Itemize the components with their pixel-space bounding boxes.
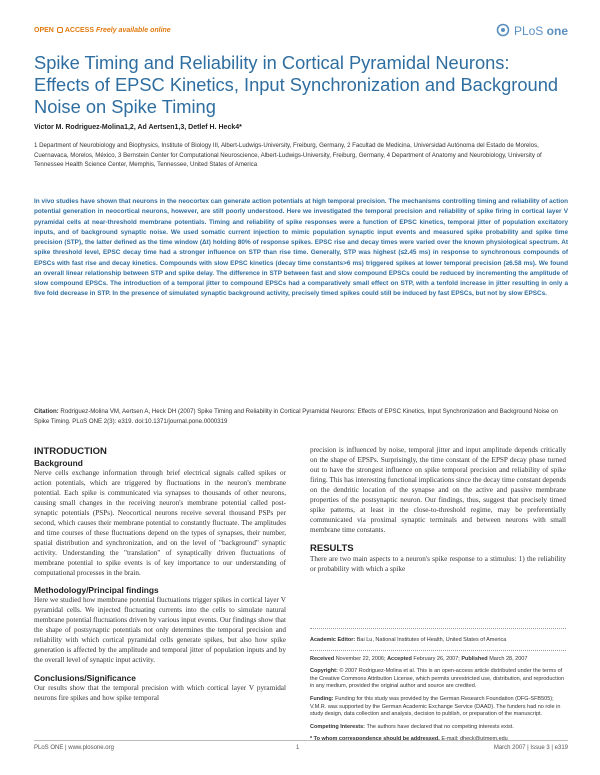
conclusions-text: Our results show that the temporal precision with which cortical layer V pyramidal neurons fire spikes and how spike temporal: [34, 684, 286, 703]
journal-header: [34, 24, 568, 48]
copyright-text: © 2007 Rodriguez-Molina et al. This is an open-access article distributed under the terms of the Creative Commons Attribution License, which permits unrestricted use, distribution, and reproduction in any medium, provided the original author and source are credited.: [310, 668, 565, 690]
methods-heading: Methodology/Principal findings: [34, 585, 159, 596]
funding: [310, 696, 566, 719]
article-metadata: [310, 628, 566, 749]
footer-issue: March 2007 | Issue 3 | e319: [493, 745, 568, 751]
logo-one-text: one: [546, 24, 568, 38]
lock-icon: [57, 27, 63, 33]
access-label: ACCESS: [64, 27, 95, 34]
open-label: OPEN: [34, 27, 54, 34]
results-heading: RESULTS: [310, 542, 354, 554]
citation: [34, 407, 568, 426]
citation-label: Citation:: [34, 408, 59, 415]
left-column: [34, 446, 286, 711]
citation-text: Rodriguez-Molina VM, Aertsen A, Heck DH (2007) Spike Timing and Reliability in Cortical Pyramidal Neurons: Effects of EPSC Kinetics, Input Synchronization and Background Noise on Spike Timing. PLoS ONE 2(3): e319. doi:10.1371/journal.pone.0000319: [34, 408, 558, 425]
published-label: Published: [461, 655, 488, 662]
editor-text: Bai Lu, National Institutes of Health, United States of America: [356, 637, 507, 643]
received-label: Received: [310, 655, 335, 662]
accepted-label: Accepted: [387, 655, 412, 662]
divider: [310, 650, 566, 651]
competing-text: The authors have declared that no competing interests exist.: [366, 723, 514, 730]
correspondence-label: * To whom correspondence should be addressed.: [310, 736, 440, 743]
background-text: Nerve cells exchange information through brief electrical signals called spikes or action potentials, which are triggered by fluctuations in the neuron's membrane potential. Each spike is communicated via synapses to thousands of other neurons, causing small changes in the receiving neuron's membrane potential called post-synaptic potentials (PSPs). Neocortical neurons receive several thousand PSPs per second, which causes their membrane potential to constantly fluctuate. The amplitudes and time courses of these fluctuations depend on the types of synapses, their number, spatial distribution and synchronization, and on the level of "background" synaptic activity. Understanding the "translation" of synaptically driven fluctuations of membrane potential to spike events is of key importance to our understanding of computational processes in the brain.: [34, 469, 286, 577]
competing-interests: [310, 724, 566, 732]
funding-label: Funding:: [310, 695, 334, 702]
results-text: There are two main aspects to a neuron's spike response to a stimulus: 1) the reliability or probability with which a spike: [310, 554, 566, 573]
accepted-text: February 26, 2007;: [413, 655, 460, 662]
page-number: 1: [296, 745, 300, 751]
background-heading: Background: [34, 458, 83, 468]
editor-label: Academic Editor:: [310, 637, 356, 643]
plos-one-logo: [514, 24, 568, 38]
correspondence-email: E-mail: dheck@utmem.edu: [441, 736, 508, 743]
competing-label: Competing Interests:: [310, 723, 366, 730]
abstract: In vivo studies have shown that neurons in the neocortex can generate action potentials at high temporal precision. The mechanisms controlling timing and reliability of action potential generation in neocortical neurons, however, are still poorly understood. Here we investigated the temporal precision and reliability of spike firing in cortical layer V pyramidal cells at near-threshold membrane potentials. Timing and reliability of spike responses were a function of EPSC kinetics, temporal jitter of population excitatory inputs, and of background synaptic noise. We used somatic current injection to mimic population synaptic input events and measured spike probability and spike time precision (STP), the latter defined as the time window (Δt) holding 80% of response spikes. EPSC rise and decay times were varied over the known physiological spectrum. At spike threshold level, EPSC decay time had a stronger influence on STP than rise time. Generally, STP was highest (≤2.45 ms) in response to synchronous compounds of EPSCs with fast rise and decay kinetics. Compounds with slow EPSC kinetics (decay time constants>6 ms) triggered spikes at lower temporal precision (≥6.58 ms). We found an overall linear relationship between STP and spike delay. The difference in STP between fast and slow compound EPSCs could be reduced by incrementing the amplitude of slow compound EPSCs. The introduction of a temporal jitter to compound EPSCs had a comparatively small effect on STP, with a tenfold increase in jitter resulting in only a five fold decrease in STP. In the presence of simulated synaptic background activity, precisely timed spikes could still be induced by fast EPSCs, but not by slow EPSCs.: [34, 198, 568, 298]
received-text: November 22, 2006;: [335, 655, 386, 662]
academic-editor: [310, 637, 566, 645]
page-footer: [34, 740, 568, 752]
dates: [310, 656, 566, 664]
copyright: [310, 668, 566, 691]
open-access-badge: [34, 27, 171, 34]
logo-plos-text: PLoS: [513, 24, 544, 38]
right-column: [310, 446, 566, 581]
author-list: Victor M. Rodriguez-Molina1,2, Ad Aertsen1,3, Detlef H. Heck4*: [34, 124, 242, 131]
funding-text: Funding for this study was provided by the German Research Foundation (DFG-SFB505); V.M.R. was supported by the German Academic Exchange Service (DAAD). The funders had no role in study design, data collection and analysis, decision to publish, or preparation of the manuscript.: [310, 695, 561, 718]
article-title: Spike Timing and Reliability in Cortical Pyramidal Neurons: Effects of EPSC Kinetics, Input Synchronization and Background Noise on Spike Timing: [34, 52, 559, 117]
copyright-label: Copyright:: [310, 668, 338, 675]
affiliations: 1 Department of Neurobiology and Biophysics, Institute of Biology III, Albert-Ludwigs-University, Freiburg, Germany, 2 Facultad de Medicina, Universidad Autónoma del Estado de Morelos, Cuernavaca, Morelos, México, 3 Bernstein Center for Computational Neuroscience, Albert-Ludwigs-University, Freiburg, Germany, 4 Department of Anatomy and Neurobiology, University of Tennessee Health Science Center, Memphis, Tennessee, United States of America: [34, 142, 542, 169]
footer-journal: PLoS ONE | www.plosone.org: [34, 745, 114, 751]
methods-text: Here we studied how membrane potential fluctuations trigger spikes in cortical layer V pyramidal cells. We injected fluctuating currents into the cells to simulate natural membrane potential fluctuations driven by various input events. Our findings show that the shape of postsynaptic potentials not only determines the temporal precision and reliability with which cortical pyramidal cells generate spikes, but also how spike generation is affected by the amplitude and temporal jitter of population inputs and by the overall level of synaptic input activity.: [34, 596, 286, 665]
conclusions-heading: Conclusions/Significance: [34, 673, 136, 684]
published-text: March 28, 2007: [489, 655, 528, 662]
continued-text: precision is influenced by noise, temporal jitter and input amplitude depends critically on the shape of EPSPs. Surprisingly, the time constant of the EPSP decay phase turned out to have the strongest influence on spike temporal precision and reliability of spike firing. This has interesting functional implications since the decay time constant depends on the dendritic location of the synapse and on the active and passive membrane properties of the postsynaptic neuron. Our findings, thus, suggest that precisely timed spike patterns, at least in the close-to-threshold regime, may be preferentially communicated via proximal synaptic terminals and between neurons with small membrane time constants.: [310, 446, 566, 534]
freely-available-label: Freely available online: [95, 27, 171, 34]
intro-heading: INTRODUCTION: [34, 446, 107, 457]
plos-logo-icon: [496, 22, 510, 38]
